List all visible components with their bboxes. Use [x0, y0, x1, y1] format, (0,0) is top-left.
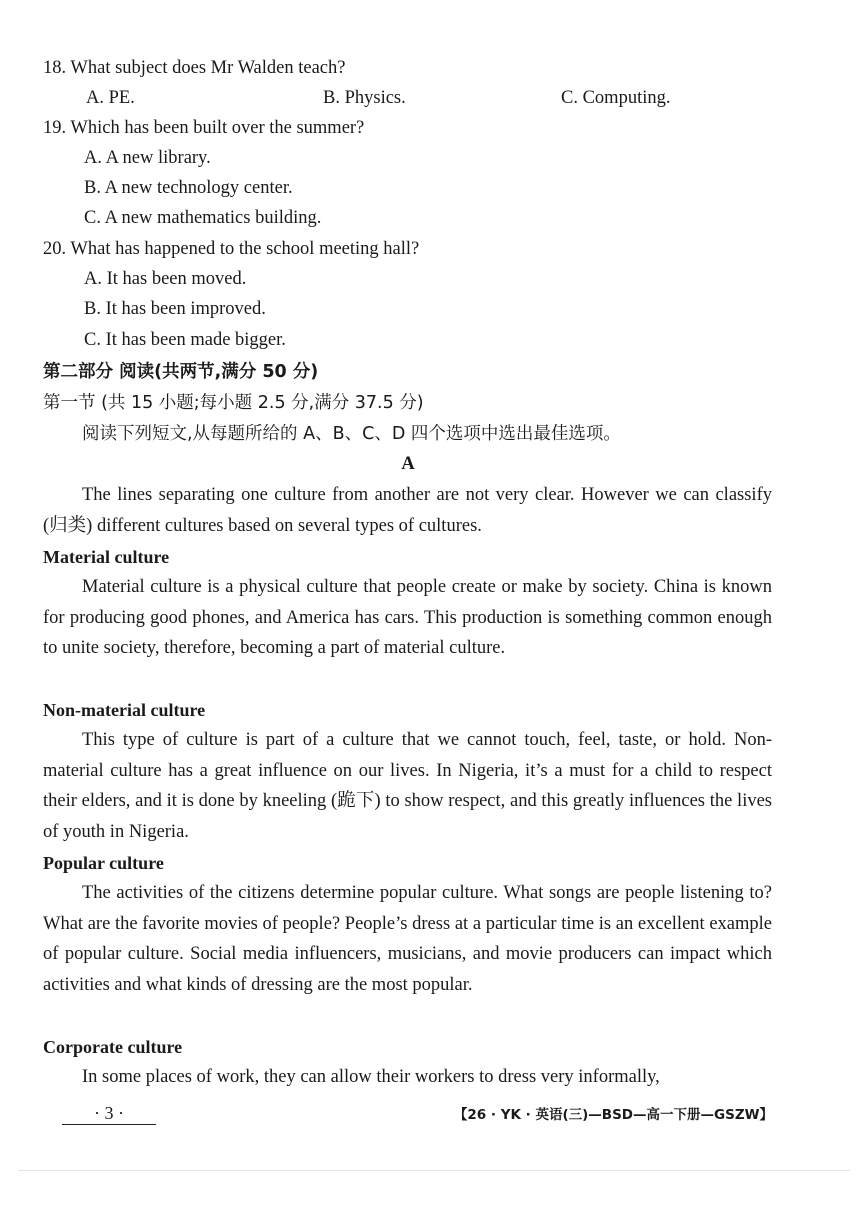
option-20-b: B. It has been improved.: [84, 299, 266, 319]
option-19-b: B. A new technology center.: [84, 178, 293, 198]
section-text-corporate: In some places of work, they can allow their workers to dress very informally,: [82, 1067, 660, 1087]
question-19: [43, 116, 364, 140]
section-heading-non-material: Non-material culture: [43, 700, 206, 720]
question-number: 18.: [43, 58, 67, 78]
section-heading-popular: Popular culture: [43, 853, 164, 873]
section-text-popular: The activities of the citizens determine popular culture. What songs are people listening to? What are the favorite movies of people? People’s dress at a particular time is an excellent example of popular culture. Social media influencers, musicians, and movie producers can impact which activities and what kinds of dressing are the most popular.: [43, 883, 772, 995]
passage-intro: The lines separating one culture from another are not very clear. However we can classify (归类) different cultures based on several types of cultures.: [43, 485, 772, 536]
passage-label: A: [401, 454, 415, 474]
question-stem: What subject does Mr Walden teach?: [70, 58, 346, 78]
option-19-c: C. A new mathematics building.: [84, 208, 322, 228]
section-text-non-material: This type of culture is part of a culture that we cannot touch, feel, taste, or hold. Non-material culture has a great influence on our lives. In Nigeria, it’s a must for a child to respect their elders, and it is done by kneeling (跪下) to show respect, and this greatly influences the lives of youth in Nigeria.: [43, 730, 772, 842]
question-number: 19.: [43, 118, 67, 138]
option-20-c: C. It has been made bigger.: [84, 330, 286, 350]
page-number-underline: [62, 1124, 156, 1125]
footer-code: 【26 · YK · 英语(三)—BSD—高一下册—GSZW】: [453, 1107, 773, 1123]
question-stem: Which has been built over the summer?: [70, 118, 365, 138]
question-20: [43, 237, 419, 261]
bottom-divider: [18, 1170, 850, 1171]
page-number: · 3 ·: [94, 1103, 124, 1123]
section-text-material: Material culture is a physical culture that people create or make by society. China is known for producing good phones, and America has cars. This production is something common enough to unite society, therefore, becoming a part of material culture.: [43, 577, 772, 659]
instructions: 阅读下列短文,从每题所给的 A、B、C、D 四个选项中选出最佳选项。: [82, 424, 621, 444]
question-stem: What has happened to the school meeting hall?: [70, 239, 420, 259]
question-number: 20.: [43, 239, 67, 259]
section-heading-corporate: Corporate culture: [43, 1037, 183, 1057]
part-title: 第二部分 阅读(共两节,满分 50 分): [43, 362, 319, 382]
option-18-b: B. Physics.: [323, 88, 406, 108]
option-18-c: C. Computing.: [561, 88, 671, 108]
option-19-a: A. A new library.: [84, 148, 211, 168]
option-18-a: A. PE.: [86, 88, 135, 108]
question-18: [43, 56, 345, 80]
option-20-a: A. It has been moved.: [84, 269, 247, 289]
subsection-title: 第一节 (共 15 小题;每小题 2.5 分,满分 37.5 分): [43, 393, 424, 413]
section-heading-material: Material culture: [43, 547, 170, 567]
